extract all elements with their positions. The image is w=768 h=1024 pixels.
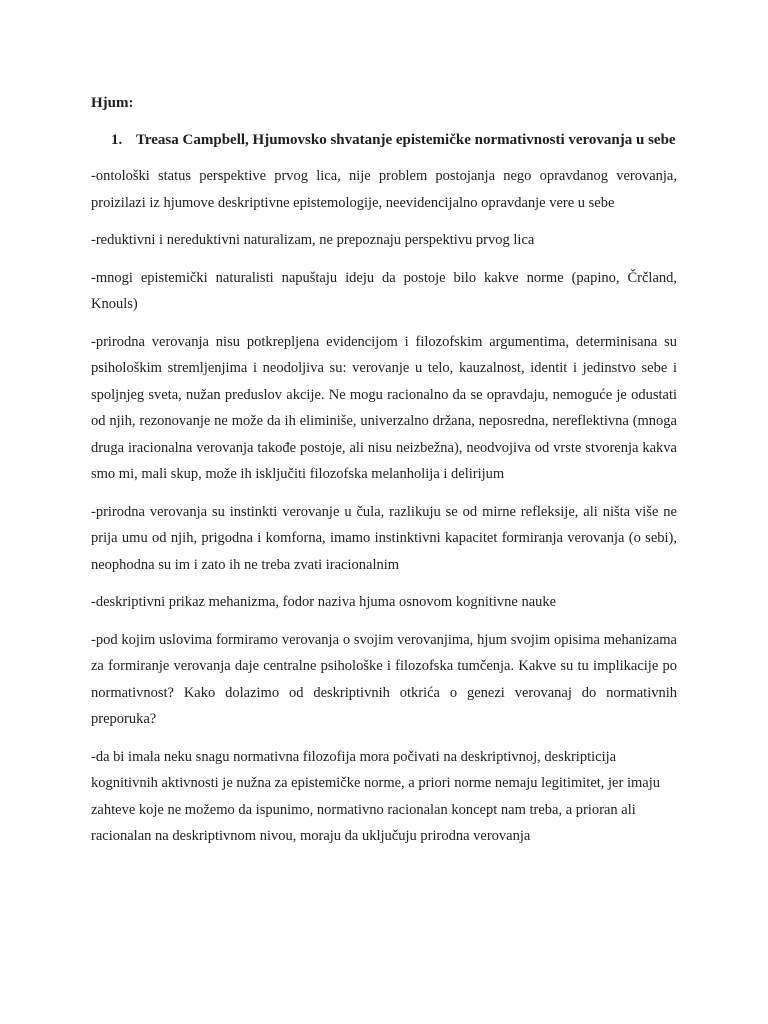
paragraph: -ontološki status perspektive prvog lica, nije problem postojanja nego opravdanog verovanja, proizilazi iz hjumove deskriptivne epistemologije, neevidencijalno opravdanje vere u sebe [91, 168, 677, 211]
paragraph: -deskriptivni prikaz mehanizma, fodor naziva hjuma osnovom kognitivne nauke [91, 594, 557, 610]
paragraph: -da bi imala neku snagu normativna filozofija mora počivati na deskriptivnoj, deskripticija kognitivnih aktivnosti je nužna za epistemičke norme, a priori norme nemaju legitimitet, jer imaju zahteve koje ne možemo da ispunimo, normativno racionalan koncept nam treba, a prioran ali racionalan na deskriptivnom nivou, moraju da uključuju prirodna verovanja [91, 748, 660, 844]
paragraph: -prirodna verovanja nisu potkrepljena evidencijom i filozofskim argumentima, determinisana su psihološkim stremljenjima i neodoljiva su: verovanje u telo, kauzalnost, identit i jedinstvo sebe i spoljnjeg sveta, nužan preduslov akcije. Ne mogu racionalno da se opravdaju, nemoguće je odustati od njih, rezonovanje ne može da ih eliminiše, univerzalno držana, neposredna, nereflektivna (mnoga druga iracionalna verovanja takođe postoje, ali nisu neizbežna), neodvojiva od vrste stvorenja kakva smo mi, mali skup, može ih isključiti filozofska melanholija i delirijum [91, 333, 677, 482]
paragraph: -pod kojim uslovima formiramo verovanja o svojim verovanjima, hjum svojim opisima mehanizama za formiranje verovanja daje centralne psihološke i filozofska tumčenja. Kakve su tu implikacije po normativnost? Kako dolazimo od deskriptivnih otkrića o genezi verovanaj do normativnih preporuka? [91, 631, 677, 727]
paragraph: -reduktivni i nereduktivni naturalizam, ne prepoznaju perspektivu prvog lica [91, 232, 535, 248]
document-heading: Hjum: [91, 95, 134, 111]
item-title: Treasa Campbell, Hjumovsko shvatanje epistemičke normativnosti verovanja u sebe [136, 132, 676, 148]
paragraph: -mnogi epistemički naturalisti napuštaju ideju da postoje bilo kakve norme (papino, Črčland, Knouls) [91, 269, 677, 312]
item-number: 1. [111, 132, 123, 148]
numbered-item [111, 127, 677, 153]
document-body [91, 92, 677, 861]
paragraph: -prirodna verovanja su instinkti verovanje u čula, razlikuju se od mirne refleksije, ali ništa više ne prija umu od njih, prigodna i komforna, imamo instinktivni kapacitet formiranja verovanja (o sebi), neophodna su im i zato ih ne treba zvati iracionalnim [91, 503, 677, 573]
